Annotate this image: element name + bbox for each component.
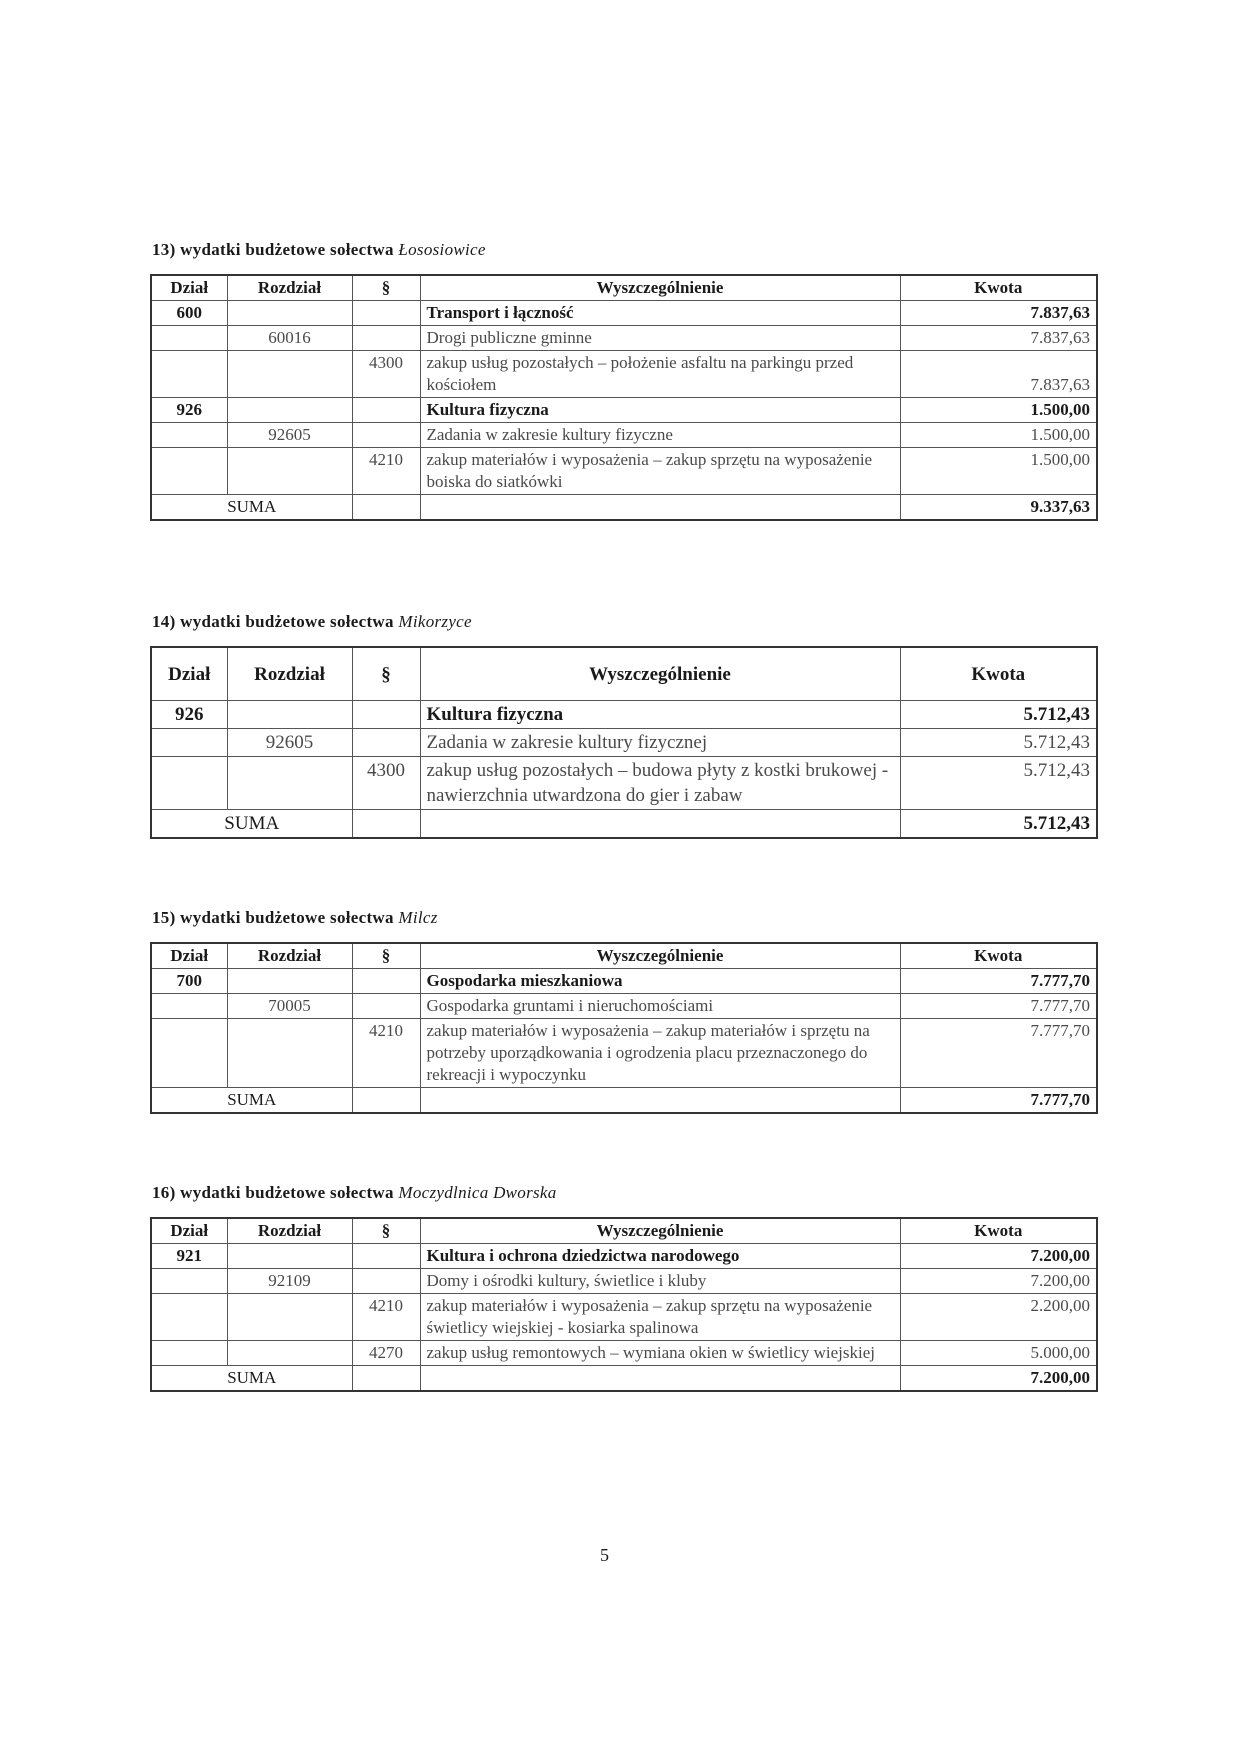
cell-dzial: 700 <box>151 969 227 994</box>
cell-desc: Zadania w zakresie kultury fizycznej <box>420 729 900 757</box>
header-row <box>151 647 1097 701</box>
table-row <box>151 301 1097 326</box>
cell-paragraf <box>352 398 420 423</box>
cell-kwota: 7.837,63 <box>900 301 1097 326</box>
cell-kwota: 2.200,00 <box>900 1294 1097 1341</box>
cell-dzial <box>151 729 227 757</box>
cell-kwota: 7.777,70 <box>900 1019 1097 1088</box>
header-kwota: Kwota <box>900 1218 1097 1244</box>
header-dzial: Dział <box>151 943 227 969</box>
header-wyszczegolnienie: Wyszczególnienie <box>420 647 900 701</box>
cell-rozdzial <box>227 398 352 423</box>
cell-paragraf <box>352 969 420 994</box>
cell-dzial: 926 <box>151 701 227 729</box>
cell-rozdzial <box>227 1341 352 1366</box>
cell-kwota: 5.000,00 <box>900 1341 1097 1366</box>
cell-desc: Zadania w zakresie kultury fizyczne <box>420 423 900 448</box>
cell-dzial <box>151 994 227 1019</box>
cell-empty <box>420 1088 900 1114</box>
table-row <box>151 351 1097 398</box>
sum-label: SUMA <box>151 1088 352 1114</box>
cell-paragraf: 4210 <box>352 1019 420 1088</box>
header-row <box>151 275 1097 301</box>
section-number: 14) <box>152 612 176 631</box>
cell-desc: Kultura i ochrona dziedzictwa narodowego <box>420 1244 900 1269</box>
sum-row <box>151 495 1097 521</box>
cell-kwota: 1.500,00 <box>900 423 1097 448</box>
cell-kwota: 5.712,43 <box>900 701 1097 729</box>
cell-desc: Kultura fizyczna <box>420 701 900 729</box>
cell-rozdzial: 92605 <box>227 423 352 448</box>
cell-kwota: 7.200,00 <box>900 1244 1097 1269</box>
header-dzial: Dział <box>151 1218 227 1244</box>
table-row <box>151 326 1097 351</box>
table-row <box>151 1269 1097 1294</box>
table-row <box>151 757 1097 810</box>
budget-table <box>150 274 1098 521</box>
table-row <box>151 729 1097 757</box>
cell-desc: Drogi publiczne gminne <box>420 326 900 351</box>
sum-row <box>151 1366 1097 1392</box>
sum-value: 7.777,70 <box>900 1088 1097 1114</box>
header-wyszczegolnienie: Wyszczególnienie <box>420 1218 900 1244</box>
section-13 <box>150 240 1100 521</box>
header-rozdzial: Rozdział <box>227 647 352 701</box>
cell-dzial <box>151 1294 227 1341</box>
section-place: Moczydlnica Dworska <box>398 1183 557 1202</box>
cell-paragraf <box>352 1269 420 1294</box>
section-16 <box>150 1183 1100 1392</box>
table-row <box>151 969 1097 994</box>
cell-desc: zakup materiałów i wyposażenia – zakup sprzętu na wyposażenie świetlicy wiejskiej - kosiarka spalinowa <box>420 1294 900 1341</box>
cell-desc: zakup materiałów i wyposażenia – zakup sprzętu na wyposażenie boiska do siatkówki <box>420 448 900 495</box>
cell-dzial <box>151 326 227 351</box>
budget-table <box>150 942 1098 1114</box>
section-heading <box>152 612 1100 632</box>
cell-dzial <box>151 757 227 810</box>
page-number: 5 <box>600 1545 609 1565</box>
header-dzial: Dział <box>151 647 227 701</box>
header-paragraf: § <box>352 275 420 301</box>
cell-dzial <box>151 448 227 495</box>
cell-rozdzial <box>227 701 352 729</box>
cell-rozdzial <box>227 448 352 495</box>
cell-paragraf <box>352 326 420 351</box>
table-row <box>151 398 1097 423</box>
cell-empty <box>352 1088 420 1114</box>
cell-dzial <box>151 351 227 398</box>
cell-empty <box>352 1366 420 1392</box>
sum-row <box>151 1088 1097 1114</box>
header-row <box>151 943 1097 969</box>
cell-desc: zakup usług pozostałych – budowa płyty z kostki brukowej - nawierzchnia utwardzona do gier i zabaw <box>420 757 900 810</box>
cell-dzial: 921 <box>151 1244 227 1269</box>
section-heading <box>152 1183 1100 1203</box>
section-place: Łososiowice <box>398 240 486 259</box>
sum-value: 7.200,00 <box>900 1366 1097 1392</box>
header-wyszczegolnienie: Wyszczególnienie <box>420 943 900 969</box>
section-number: 15) <box>152 908 176 927</box>
section-heading <box>152 240 1100 260</box>
header-kwota: Kwota <box>900 943 1097 969</box>
cell-paragraf <box>352 729 420 757</box>
cell-rozdzial <box>227 757 352 810</box>
cell-rozdzial <box>227 1294 352 1341</box>
table-row <box>151 994 1097 1019</box>
header-paragraf: § <box>352 647 420 701</box>
cell-desc: zakup usług pozostałych – położenie asfaltu na parkingu przed kościołem <box>420 351 900 398</box>
cell-rozdzial: 70005 <box>227 994 352 1019</box>
cell-dzial <box>151 1269 227 1294</box>
cell-kwota: 1.500,00 <box>900 398 1097 423</box>
cell-kwota: 7.777,70 <box>900 969 1097 994</box>
cell-rozdzial <box>227 1244 352 1269</box>
budget-table <box>150 646 1098 839</box>
section-15 <box>150 908 1100 1114</box>
header-dzial: Dział <box>151 275 227 301</box>
cell-empty <box>420 1366 900 1392</box>
cell-empty <box>352 810 420 839</box>
section-number: 13) <box>152 240 176 259</box>
sum-label: SUMA <box>151 495 352 521</box>
header-row <box>151 1218 1097 1244</box>
header-kwota: Kwota <box>900 647 1097 701</box>
section-heading <box>152 908 1100 928</box>
cell-desc: zakup materiałów i wyposażenia – zakup materiałów i sprzętu na potrzeby uporządkowania i ogrodzenia placu przeznaczonego do rekreacji i wypoczynku <box>420 1019 900 1088</box>
cell-paragraf <box>352 701 420 729</box>
header-rozdzial: Rozdział <box>227 1218 352 1244</box>
cell-paragraf: 4210 <box>352 1294 420 1341</box>
section-title: wydatki budżetowe sołectwa <box>180 908 394 927</box>
cell-paragraf <box>352 994 420 1019</box>
cell-rozdzial: 92109 <box>227 1269 352 1294</box>
section-title: wydatki budżetowe sołectwa <box>180 1183 394 1202</box>
cell-empty <box>420 810 900 839</box>
cell-rozdzial <box>227 1019 352 1088</box>
cell-dzial: 600 <box>151 301 227 326</box>
cell-desc: Transport i łączność <box>420 301 900 326</box>
cell-rozdzial <box>227 301 352 326</box>
cell-desc: Gospodarka gruntami i nieruchomościami <box>420 994 900 1019</box>
cell-kwota: 7.837,63 <box>900 326 1097 351</box>
header-paragraf: § <box>352 943 420 969</box>
cell-rozdzial: 60016 <box>227 326 352 351</box>
header-rozdzial: Rozdział <box>227 275 352 301</box>
cell-rozdzial <box>227 351 352 398</box>
table-row <box>151 1019 1097 1088</box>
cell-paragraf <box>352 423 420 448</box>
cell-rozdzial <box>227 969 352 994</box>
header-paragraf: § <box>352 1218 420 1244</box>
cell-paragraf: 4210 <box>352 448 420 495</box>
sum-label: SUMA <box>151 810 352 839</box>
table-row <box>151 423 1097 448</box>
cell-paragraf <box>352 1244 420 1269</box>
cell-kwota: 1.500,00 <box>900 448 1097 495</box>
section-14 <box>150 612 1100 839</box>
sum-value: 9.337,63 <box>900 495 1097 521</box>
table-row <box>151 1341 1097 1366</box>
cell-dzial <box>151 423 227 448</box>
cell-desc: Gospodarka mieszkaniowa <box>420 969 900 994</box>
cell-kwota: 5.712,43 <box>900 729 1097 757</box>
table-row <box>151 1294 1097 1341</box>
cell-dzial: 926 <box>151 398 227 423</box>
cell-paragraf <box>352 301 420 326</box>
header-rozdzial: Rozdział <box>227 943 352 969</box>
cell-desc: zakup usług remontowych – wymiana okien w świetlicy wiejskiej <box>420 1341 900 1366</box>
section-number: 16) <box>152 1183 176 1202</box>
cell-paragraf: 4270 <box>352 1341 420 1366</box>
cell-kwota: 7.837,63 <box>900 351 1097 398</box>
section-title: wydatki budżetowe sołectwa <box>180 240 394 259</box>
cell-desc: Domy i ośrodki kultury, świetlice i kluby <box>420 1269 900 1294</box>
table-row <box>151 448 1097 495</box>
cell-rozdzial: 92605 <box>227 729 352 757</box>
cell-kwota: 7.777,70 <box>900 994 1097 1019</box>
cell-paragraf: 4300 <box>352 351 420 398</box>
header-kwota: Kwota <box>900 275 1097 301</box>
section-title: wydatki budżetowe sołectwa <box>180 612 394 631</box>
cell-paragraf: 4300 <box>352 757 420 810</box>
sum-row <box>151 810 1097 839</box>
sum-value: 5.712,43 <box>900 810 1097 839</box>
budget-table <box>150 1217 1098 1392</box>
cell-empty <box>420 495 900 521</box>
section-place: Mikorzyce <box>398 612 472 631</box>
cell-empty <box>352 495 420 521</box>
sum-label: SUMA <box>151 1366 352 1392</box>
cell-kwota: 7.200,00 <box>900 1269 1097 1294</box>
header-wyszczegolnienie: Wyszczególnienie <box>420 275 900 301</box>
cell-dzial <box>151 1341 227 1366</box>
section-place: Milcz <box>398 908 438 927</box>
cell-kwota: 5.712,43 <box>900 757 1097 810</box>
cell-desc: Kultura fizyczna <box>420 398 900 423</box>
cell-dzial <box>151 1019 227 1088</box>
table-row <box>151 1244 1097 1269</box>
table-row <box>151 701 1097 729</box>
